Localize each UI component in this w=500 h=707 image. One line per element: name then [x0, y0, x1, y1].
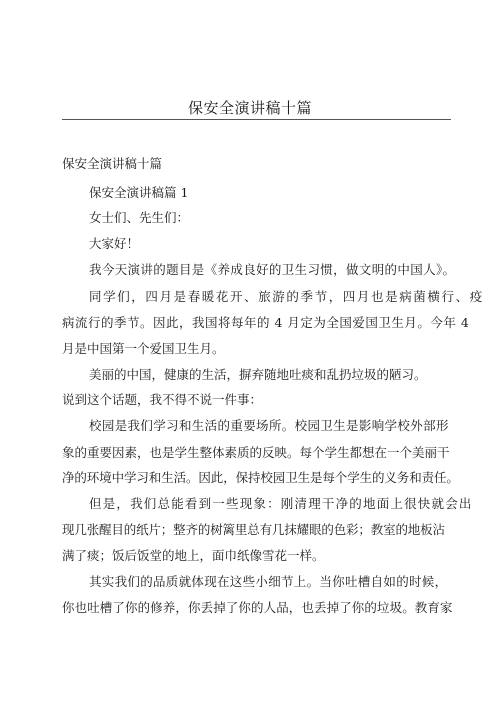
- text-line: 月是中国第一个爱国卫生月。: [62, 341, 225, 356]
- text-line: 但是，我们总能看到一些现象：刚清理干净的地面上很快就会出: [89, 496, 473, 511]
- text-line: 满了痰；饭后饭堂的地上，面巾纸像雪花一样。: [62, 548, 325, 563]
- text-line: 校园是我们学习和生活的重要场所。校园卫生是影响学校外部形: [89, 418, 449, 433]
- text-line: 其实我们的品质就体现在这些小细节上。当你吐槽自如的时候，: [89, 574, 448, 589]
- text-line: 我今天演讲的题目是《养成良好的卫生习惯，做文明的中国人》。: [89, 262, 456, 277]
- text-line: 现几张醒目的纸片；整齐的树篱里总有几抹耀眼的色彩；教室的地板沾: [62, 522, 445, 537]
- text-line: 象的重要因素，也是学生整体素质的反映。每个学生都想在一个美丽干: [62, 445, 450, 460]
- page-title: 保安全演讲稿十篇: [187, 99, 312, 117]
- text-line: 保安全演讲稿十篇: [62, 156, 163, 171]
- title-underline: [62, 119, 451, 120]
- text-line: 同学们，四月是春暖花开、旅游的季节，四月也是病菌横行、疫: [89, 289, 484, 304]
- text-line: 保安全演讲稿篇 1: [89, 185, 189, 200]
- text-line: 女士们、先生们：: [89, 210, 190, 225]
- text-line: 美丽的中国，健康的生活，摒弃随地吐痰和乱扔垃圾的陋习。: [89, 367, 427, 382]
- text-line: 说到这个话题，我不得不说一件事：: [62, 392, 263, 407]
- text-line: 大家好！: [89, 236, 140, 251]
- text-line: 病流行的季节。因此，我国将每年的 4 月定为全国爱国卫生月。今年 4: [62, 315, 470, 330]
- text-line: 净的环境中学习和生活。因此，保持校园卫生是每个学生的义务和责任。: [62, 470, 459, 485]
- text-line: 你也吐槽了你的修养，你丢掉了你的人品，也丢掉了你的垃圾。教育家: [62, 600, 453, 615]
